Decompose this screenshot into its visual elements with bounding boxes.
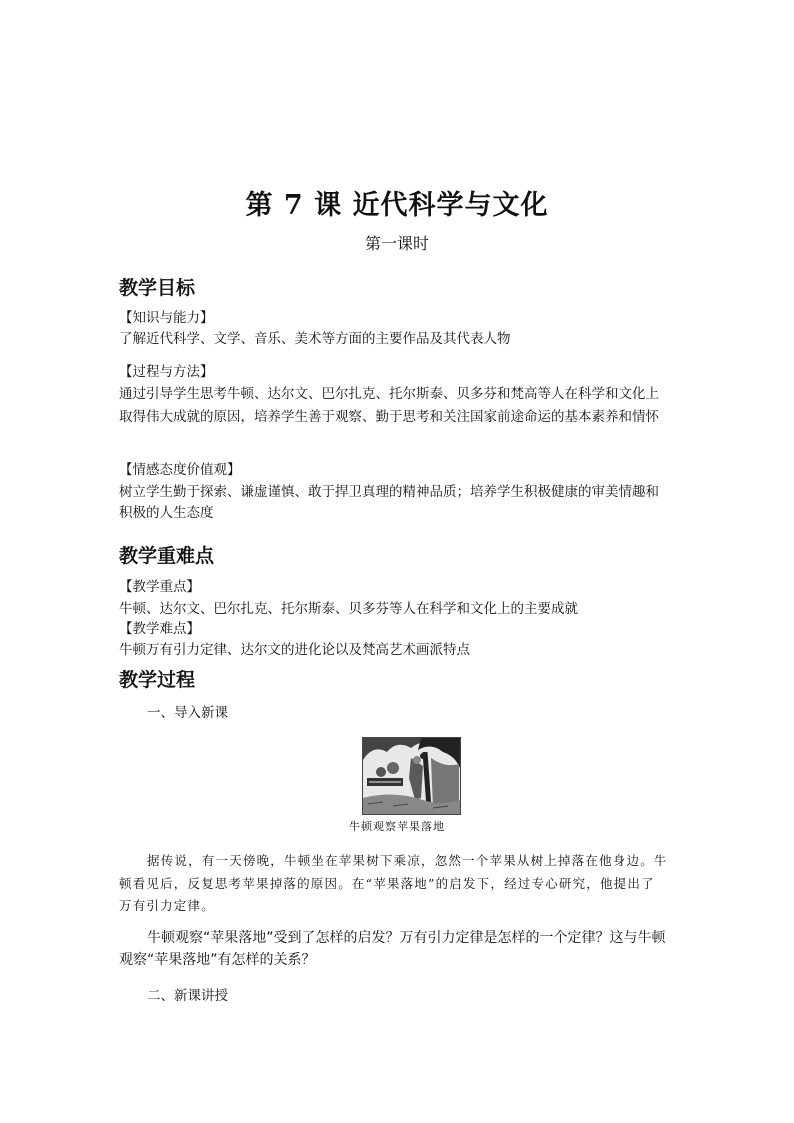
difficulty-label: 【教学难点】 (119, 621, 200, 637)
focus-label: 【教学重点】 (119, 579, 200, 595)
difficulty-text: 牛顿万有引力定律、达尔文的进化论以及梵高艺术画派特点 (119, 642, 470, 658)
newton-apple-illustration (362, 737, 461, 815)
process-heading: 教学过程 (119, 669, 196, 691)
key-points-heading: 教学重难点 (119, 545, 215, 567)
emotion-text-line1: 树立学生勤于探索、谦虚谨慎、敢于捍卫真理的精神品质；培养学生积极健康的审美情趣和 (119, 484, 659, 500)
knowledge-text: 了解近代科学、文学、音乐、美术等方面的主要作品及其代表人物 (119, 331, 511, 347)
illustration-caption: 牛顿观察苹果落地 (349, 820, 445, 833)
story-line1: 据传说，有一天傍晚，牛顿坐在苹果树下乘凉，忽然一个苹果从树上掉落在他身边。牛 (147, 853, 668, 868)
step-new-lesson: 二、新课讲授 (147, 988, 228, 1004)
emotion-label: 【情感态度价值观】 (119, 462, 241, 478)
knowledge-label: 【知识与能力】 (119, 310, 214, 326)
objectives-heading: 教学目标 (119, 277, 196, 299)
story-line3: 万有引力定律。 (119, 898, 215, 913)
process-text-line2: 取得伟大成就的原因，培养学生善于观察、勤于思考和关注国家前途命运的基本素养和情怀 (119, 409, 659, 425)
question-line1: 牛顿观察“苹果落地”受到了怎样的启发？万有引力定律是怎样的一个定律？这与牛顿 (147, 930, 666, 946)
story-line2: 顿看见后，反复思考苹果掉落的原因。在“苹果落地”的启发下，经过专心研究，他提出了 (119, 876, 655, 891)
focus-text: 牛顿、达尔文、巴尔扎克、托尔斯泰、贝多芬等人在科学和文化上的主要成就 (119, 601, 578, 617)
process-label: 【过程与方法】 (119, 364, 214, 380)
step-intro: 一、导入新课 (147, 705, 228, 721)
process-text-line1: 通过引导学生思考牛顿、达尔文、巴尔扎克、托尔斯泰、贝多芬和梵高等人在科学和文化上 (119, 386, 659, 402)
lesson-subtitle: 第一课时 (364, 234, 429, 253)
lesson-title: 第 7 课 近代科学与文化 (245, 190, 549, 221)
question-line2: 观察“苹果落地”有怎样的关系？ (119, 952, 316, 968)
emotion-text-line2: 积极的人生态度 (119, 505, 214, 521)
